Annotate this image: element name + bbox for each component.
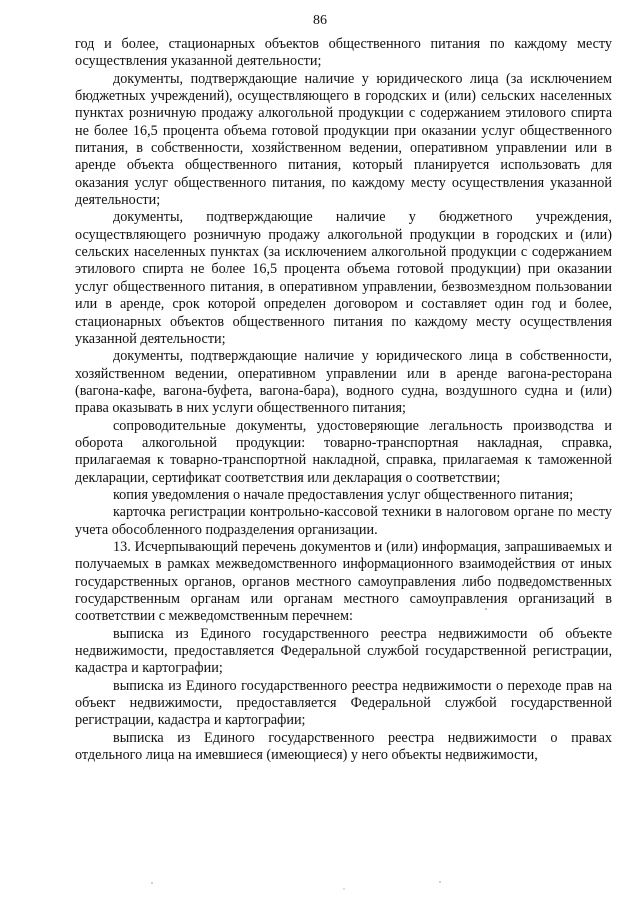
paragraph-extract-rights: выписка из Единого государственного реестра недвижимости о правах отдельного лица на имевшиеся (имеющиеся) у него объекты недвижимости, bbox=[75, 729, 612, 764]
scan-speck bbox=[343, 888, 344, 889]
paragraph-budget-institution-documents: документы, подтверждающие наличие у бюджетного учреждения, осуществляющего розничную продажу алкогольной продукции в городских и (или) сельских населенных пунктах (за исключением алкогольной продукции с содержанием этилового спирта не более 16,5 процента объема готовой продукции) при оказании услуг общественного питания, в оперативном управлении, безвозмездном пользовании или в аренде, срок которой определен договором и составляет один год и более, стационарных объектов общественного питания по каждому месту осуществления указанной деятельности; bbox=[75, 209, 612, 347]
scan-speck bbox=[151, 882, 153, 884]
paragraph-accompanying-documents: сопроводительные документы, удостоверяющие легальность производства и оборота алкогольной продукции: товарно-транспортная накладная, справка, прилагаемая к товарно-транспортной накладной, справка, прилагаемая к таможенной декларации, сертификат соответствия или декларация о соответствии; bbox=[75, 417, 612, 486]
paragraph-cash-register-card: карточка регистрации контрольно-кассовой техники в налоговом органе по месту учета обособленного подразделения организации. bbox=[75, 504, 612, 538]
body-text bbox=[75, 36, 612, 764]
paragraph-transport-documents: документы, подтверждающие наличие у юридического лица в собственности, хозяйственном ведении, оперативном управлении или в аренде вагона-ресторана (вагона-кафе, вагона-буфета, вагона-бара), водного судна, воздушного судна и (или) права оказывать в них услуги общественного питания; bbox=[75, 348, 612, 417]
paragraph-notification-copy: копия уведомления о начале предоставления услуг общественного питания; bbox=[113, 486, 574, 503]
paragraph-continuation: год и более, стационарных объектов общественного питания по каждому месту осуществления указанной деятельности; bbox=[75, 36, 612, 70]
page-number: 86 bbox=[313, 13, 327, 28]
paragraph-extract-object: выписка из Единого государственного реестра недвижимости об объекте недвижимости, предоставляется Федеральной службой государственной регистрации, кадастра и картографии; bbox=[75, 625, 612, 677]
paragraph-extract-transfer: выписка из Единого государственного реестра недвижимости о переходе прав на объект недвижимости, предоставляется Федеральной службой государственной регистрации, кадастра и картографии; bbox=[75, 677, 612, 729]
paragraph-section-13: 13. Исчерпывающий перечень документов и (или) информация, запрашиваемых и получаемых в рамках межведомственного информационного взаимодействия от иных государственных органов, органов местного самоуправления либо подведомственных государственным органам или органам местного самоуправления организаций в соответствии с межведомственным перечнем: bbox=[75, 538, 612, 625]
scan-speck bbox=[439, 881, 441, 883]
paragraph-legal-entity-documents: документы, подтверждающие наличие у юридического лица (за исключением бюджетных учреждений), осуществляющего в городских и (или) сельских населенных пунктах розничную продажу алкогольной продукции с содержанием этилового спирта не более 16,5 процента объема готовой продукции при оказании услуг общественного питания, в собственности, хозяйственном ведении, оперативном управлении или в аренде объекта общественного питания, который планируется использовать для оказания услуг общественного питания, по каждому месту осуществления указанной деятельности; bbox=[75, 70, 612, 209]
